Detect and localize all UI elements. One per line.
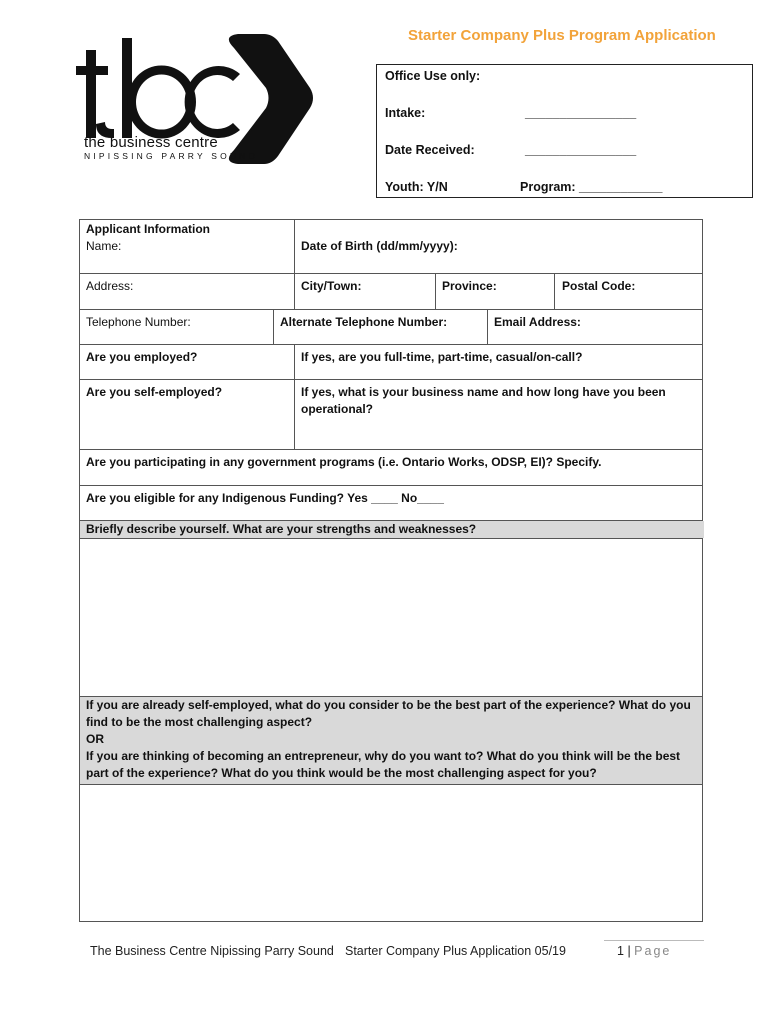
date-received-field[interactable]: ________________ <box>525 143 637 157</box>
applicant-form <box>79 219 703 922</box>
province-cell[interactable] <box>436 274 554 309</box>
employed-cell[interactable] <box>80 345 294 379</box>
province-label: Province: <box>442 279 497 293</box>
youth-label: Youth: Y/N <box>385 180 448 194</box>
logo-text <box>84 135 258 161</box>
alt-phone-label: Alternate Telephone Number: <box>280 315 448 329</box>
describe-label: Briefly describe yourself. What are your strengths and weaknesses? <box>86 522 477 536</box>
business-name-cell[interactable] <box>295 380 675 449</box>
intake-field[interactable]: ________________ <box>525 106 637 120</box>
city-cell[interactable] <box>295 274 435 309</box>
employed-label: Are you employed? <box>86 350 198 364</box>
phone-label: Telephone Number: <box>86 315 191 329</box>
address-cell[interactable] <box>80 274 294 309</box>
logo-line2: NIPISSING PARRY SOUND <box>84 151 258 161</box>
address-label: Address: <box>86 279 134 293</box>
program-field[interactable]: Program: ____________ <box>520 180 663 194</box>
document-title: Starter Company Plus Program Application <box>408 27 716 44</box>
experience-or: OR <box>86 732 104 746</box>
indigenous-cell[interactable] <box>80 486 704 520</box>
self-employed-label: Are you self-employed? <box>86 385 223 399</box>
describe-answer-area[interactable] <box>80 539 704 696</box>
self-employed-cell[interactable] <box>80 380 294 449</box>
experience-question-1: If you are already self-employed, what do you consider to be the best part of the experience? What do you find to be the most challenging aspect? <box>86 698 691 729</box>
city-label: City/Town: <box>301 279 362 293</box>
postal-cell[interactable] <box>555 274 704 309</box>
intake-label: Intake: <box>385 106 426 120</box>
footer-org: The Business Centre Nipissing Parry Sound <box>90 944 334 958</box>
office-use-box <box>376 64 753 198</box>
office-use-heading: Office Use only: <box>385 69 481 83</box>
page-indicator <box>617 944 671 958</box>
employment-type-label: If yes, are you full-time, part-time, casual/on-call? <box>301 350 583 364</box>
indigenous-label: Are you eligible for any Indigenous Funding? Yes ____ No____ <box>86 491 444 505</box>
describe-heading <box>80 521 704 538</box>
footer-rule <box>604 940 704 941</box>
dob-label: Date of Birth (dd/mm/yyyy): <box>301 239 458 253</box>
name-cell[interactable] <box>80 220 294 273</box>
section-heading: Applicant Information <box>86 222 210 236</box>
employment-type-cell[interactable] <box>295 345 704 379</box>
business-name-label: If yes, what is your business name and how long have you been operational? <box>301 385 666 416</box>
logo-line1: the business centre <box>84 134 218 151</box>
page-word: Page <box>634 944 672 958</box>
email-cell[interactable] <box>488 310 704 344</box>
name-label: Name: <box>86 239 122 253</box>
alt-phone-cell[interactable] <box>274 310 487 344</box>
dob-cell[interactable] <box>295 238 704 273</box>
date-received-label: Date Received: <box>385 143 475 157</box>
gov-programs-label: Are you participating in any government programs (i.e. Ontario Works, ODSP, EI)? Specify. <box>86 455 602 469</box>
page-separator: | <box>627 944 631 958</box>
experience-question-2: If you are thinking of becoming an entrepreneur, why do you want to? What do you think will be the best part of the experience? What do you think would be the most challenging aspect for you? <box>86 749 681 780</box>
page-number: 1 <box>617 944 624 958</box>
postal-label: Postal Code: <box>562 279 636 293</box>
gov-programs-cell[interactable] <box>80 450 704 485</box>
footer-doc: Starter Company Plus Application 05/19 <box>345 944 566 958</box>
phone-cell[interactable] <box>80 310 273 344</box>
experience-answer-area[interactable] <box>80 785 704 921</box>
experience-heading <box>80 697 702 784</box>
email-label: Email Address: <box>494 315 581 329</box>
